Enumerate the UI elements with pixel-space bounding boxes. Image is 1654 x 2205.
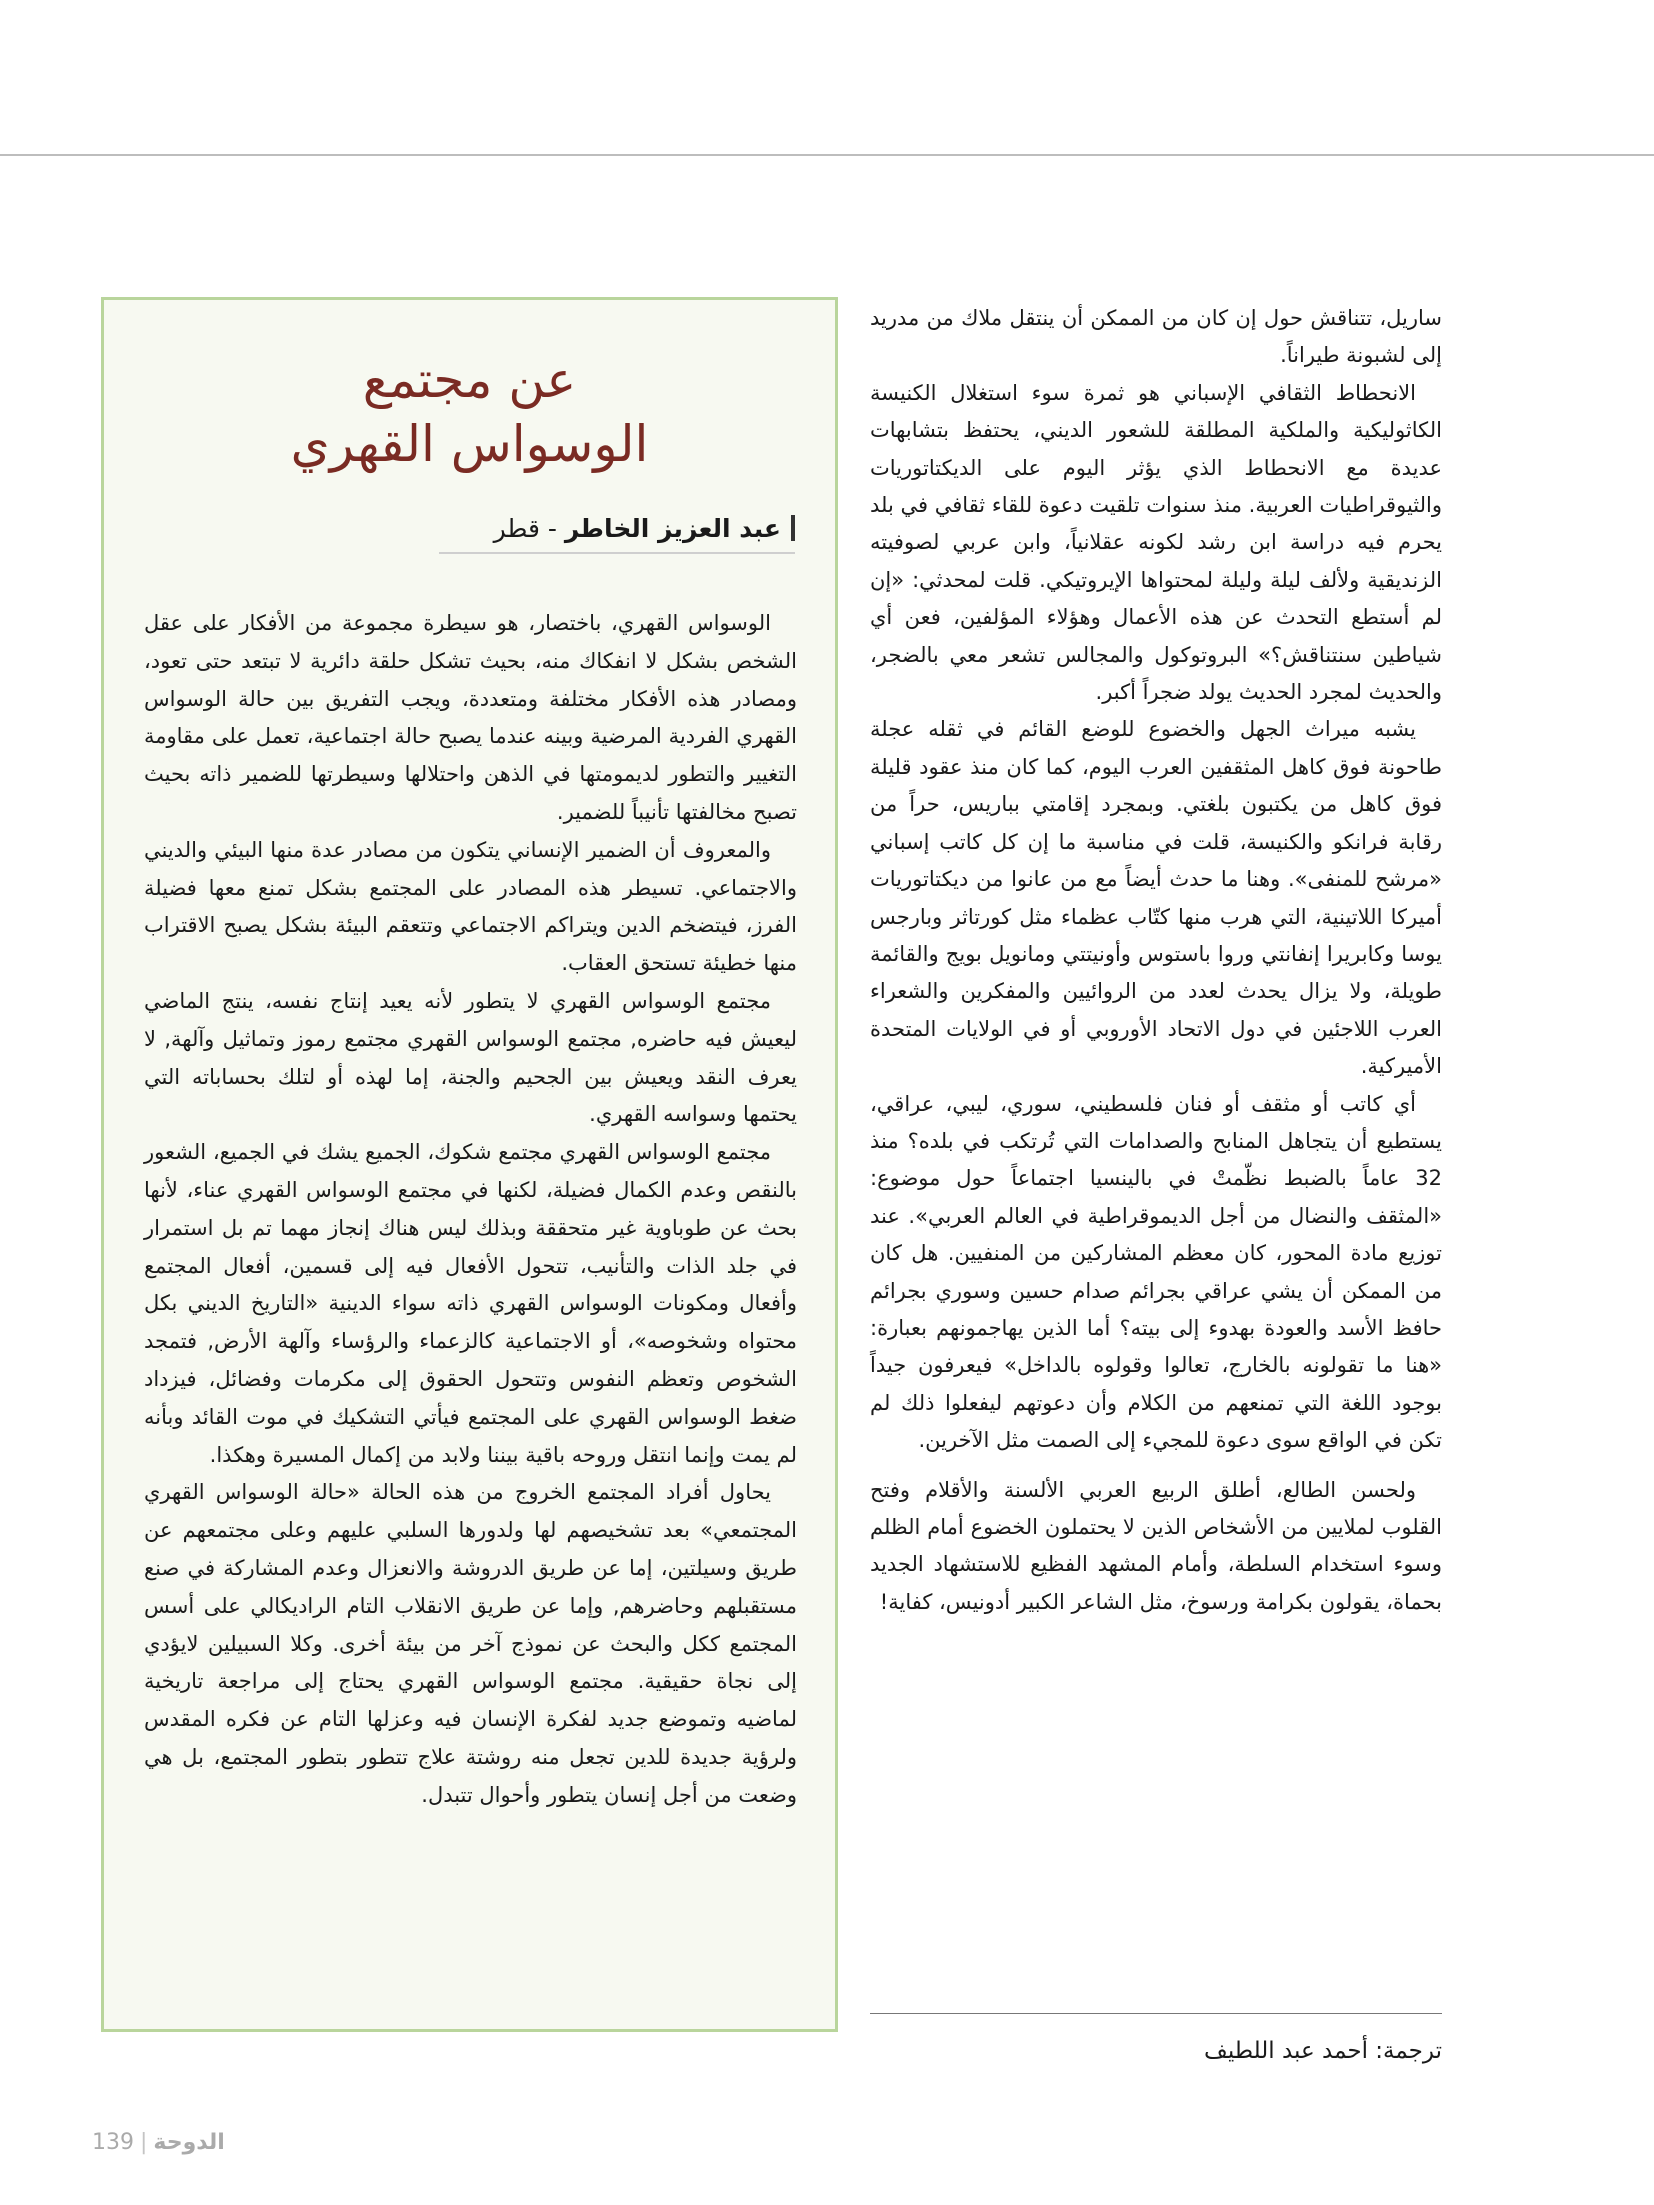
- footer-separator: |: [140, 2130, 148, 2155]
- sidebar-title-line: الوسواس القهري: [290, 415, 649, 473]
- article-paragraph: أي كاتب أو مثقف أو فنان فلسطيني، سوري، ليبي، عراقي، يستطيع أن يتجاهل المنابح والصدامات التي تُرتكب في بلده؟ منذ 32 عاماً بالضبط نظّمتْ في بالينسيا اجتماعاً حول موضوع: «المثقف والنضال من أجل الديموقراطية في العالم العربي». عند توزيع مادة المحور، كان معظم المشاركين من المنفيين. هل كان من الممكن أن يشي عراقي بجرائم صدام حسين وسوري بجرائم حافظ الأسد والعودة بهدوء إلى بيته؟ أما الذين يهاجمونهم بعبارة: «هنا ما تقولونه بالخارج، تعالوا وقولوه بالداخل» فيعرفون جيداً بوجود اللغة التي تمنعهم من الكلام وأن دعوتهم ليفعلوا ذلك لم تكن في الواقع سوى دعوة للمجيء إلى الصمت مثل الآخرين.: [870, 1091, 1442, 1453]
- translator-credit: ترجمة: أحمد عبد اللطيف: [1204, 2038, 1442, 2064]
- article-paragraph: الانحطاط الثقافي الإسباني هو ثمرة سوء استغلال الكنيسة الكاثوليكية والملكية المطلقة للشعور الديني، يحتفظ بتشابهات عديدة مع الانحطاط الذي يؤثر اليوم على الديكتاتوريات والثيوقراطيات العربية. منذ سنوات تلقيت دعوة للقاء ثقافي في بلد يحرم فيه دراسة ابن رشد لكونه عقلانياً، وابن عربي لصوفيته الزنديقية ولألف ليلة وليلة لمحتواها الإيروتيكي. قلت لمحدثي: «إن لم أستطع التحدث عن هذه الأعمال وهؤلاء المؤلفين، فعن أي شياطين سنتناقش؟» البروتوكول والمجالس تشعر معي بالضجر، والحديث لمجرد الحديث يولد ضجراً أكبر.: [870, 380, 1442, 705]
- translator-divider: [870, 2013, 1442, 2014]
- magazine-name: الدوحة: [153, 2130, 225, 2155]
- article-column: [870, 300, 1442, 1621]
- sidebar-paragraph: والمعروف أن الضمير الإنساني يتكون من مصادر عدة منها البيئي والديني والاجتماعي. تسيطر هذه المصادر على المجتمع بشكل تمنع معها فضيلة الفرز، فيتضخم الدين ويتراكم الاجتماعي وتتعقم البيئة بشكل يصبح الاقتراب منها خطيئة تستحق العقاب.: [144, 837, 797, 976]
- byline: [439, 512, 795, 554]
- page-footer: [92, 2130, 225, 2155]
- header-divider: [0, 154, 1654, 156]
- sidebar-body: [144, 605, 797, 1815]
- article-paragraph: يشبه ميراث الجهل والخضوع للوضع القائم في ثقله عجلة طاحونة فوق كاهل المثقفين العرب اليوم، كما كان منذ عقود قليلة فوق كاهل من يكتبون بلغتي. وبمجرد إقامتي بباريس، حراً من رقابة فرانكو والكنيسة، قلت في مناسبة ما إن كل كاتب إسباني «مرشح للمنفى». وهنا ما حدث أيضاً مع من عانوا من ديكتاتوريات أميركا اللاتينية، التي هرب منها كتّاب عظماء مثل كورتاثر وبارجس يوسا وكابريرا إنفانتي وروا باستوس وأونيتتي ومانويل بويج والقائمة طويلة، ولا يزال يحدث لعدد من الروائيين والمفكرين والشعراء العرب اللاجئين في دول الاتحاد الأوروبي أو في الولايات المتحدة الأميركية.: [870, 717, 1442, 1079]
- sidebar-title-line: عن مجتمع: [362, 351, 577, 409]
- article-paragraph: ولحسن الطالع، أطلق الربيع العربي الألسنة والأقلام وفتح القلوب لملايين من الأشخاص الذين لا يحتملون الخضوع أمام الظلم وسوء استخدام السلطة، وأمام المشهد الفظيع للاستشهاد الجديد بحماة، يقولون بكرامة ورسوخ، مثل الشاعر الكبير أدونيس، كفاية!: [870, 1477, 1442, 1614]
- sidebar-paragraph: مجتمع الوسواس القهري مجتمع شكوك، الجميع يشك في الجميع، الشعور بالنقص وعدم الكمال فضيلة، لكنها في مجتمع الوسواس القهري عناء، لأنها بحث عن طوباوية غير متحققة وبذلك ليس هناك إنجاز مهما تم بل استمرار في جلد الذات والتأنيب، تتحول الأفعال فيه إلى قسمين، أفعال المجتمع وأفعال ومكونات الوسواس القهري ذاته سواء الدينية «التاريخ الديني بكل محتواه وشخوصه»، أو الاجتماعية كالزعماء والرؤساء وآلهة الأرض, فتمجد الشخوص وتعظم النفوس وتتحول الحقوق إلى مكرمات وفضائل، فيزداد ضغط الوسواس القهري على المجتمع فيأتي التشكيك في موت القائد وبأنه لم يمت وإنما انتقل وروحه باقية بيننا ولابد من إكمال المسيرة وهكذا.: [144, 1140, 797, 1467]
- author-country: - قطر: [493, 514, 557, 543]
- author-name: عبد العزيز الخاطر: [564, 514, 781, 543]
- sidebar-paragraph: الوسواس القهري، باختصار، هو سيطرة مجموعة من الأفكار على عقل الشخص بشكل لا انفكاك منه، بحيث تشكل حلقة دائرية لا تبتعد حتى تعود، ومصادر هذه الأفكار مختلفة ومتعددة، ويجب التفريق بين حالة الوسواس القهري الفردية المرضية وبينه عندما يصبح حالة اجتماعية، تعمل على مقاومة التغيير والتطور لديمومتها في الذهن واحتلالها وسيطرتها للضمير ذاته بحيث تصبح مخالفتها تأنيباً للضمير.: [144, 611, 797, 824]
- page-number: 139: [92, 2130, 134, 2155]
- sidebar-box: [101, 297, 838, 2032]
- sidebar-paragraph: مجتمع الوسواس القهري لا يتطور لأنه يعيد إنتاج نفسه، ينتج الماضي ليعيش فيه حاضره, مجتمع الوسواس القهري مجتمع رموز وتماثيل وآلهة, لا يعرف النقد ويعيش بين الجحيم والجنة، إما لهذه أو لتلك بحساباته التي يحتمها وسواسه القهري.: [144, 988, 797, 1127]
- sidebar-title: [104, 348, 835, 476]
- byline-bar: [791, 515, 795, 541]
- article-paragraph: ساريل، تتناقش حول إن كان من الممكن أن ينتقل ملاك من مدريد إلى لشبونة طيراناً.: [870, 306, 1442, 368]
- sidebar-paragraph: يحاول أفراد المجتمع الخروج من هذه الحالة «حالة الوسواس القهري المجتمعي» بعد تشخيصهم لها ولدورها السلبي عليهم وعلى مجتمعهم عن طريق وسيلتين، إما عن طريق الدروشة والانعزال وعدم المشاركة في صنع مستقبلهم وحاضرهم, وإما عن طريق الانقلاب التام الراديكالي على أسس المجتمع ككل والبحث عن نموذج آخر من بيئة أخرى. وكلا السبيلين لايؤدي إلى نجاة حقيقية. مجتمع الوسواس القهري يحتاج إلى مراجعة تاريخية لماضيه وتموضع جديد لفكرة الإنسان فيه وعزلها التام عن فكره المقدس ولرؤية جديدة للدين تجعل منه روشتة علاج تتطور بتطور المجتمع، بل هي وضعت من أجل إنسان يتطور وأحوال تتبدل.: [144, 1480, 797, 1807]
